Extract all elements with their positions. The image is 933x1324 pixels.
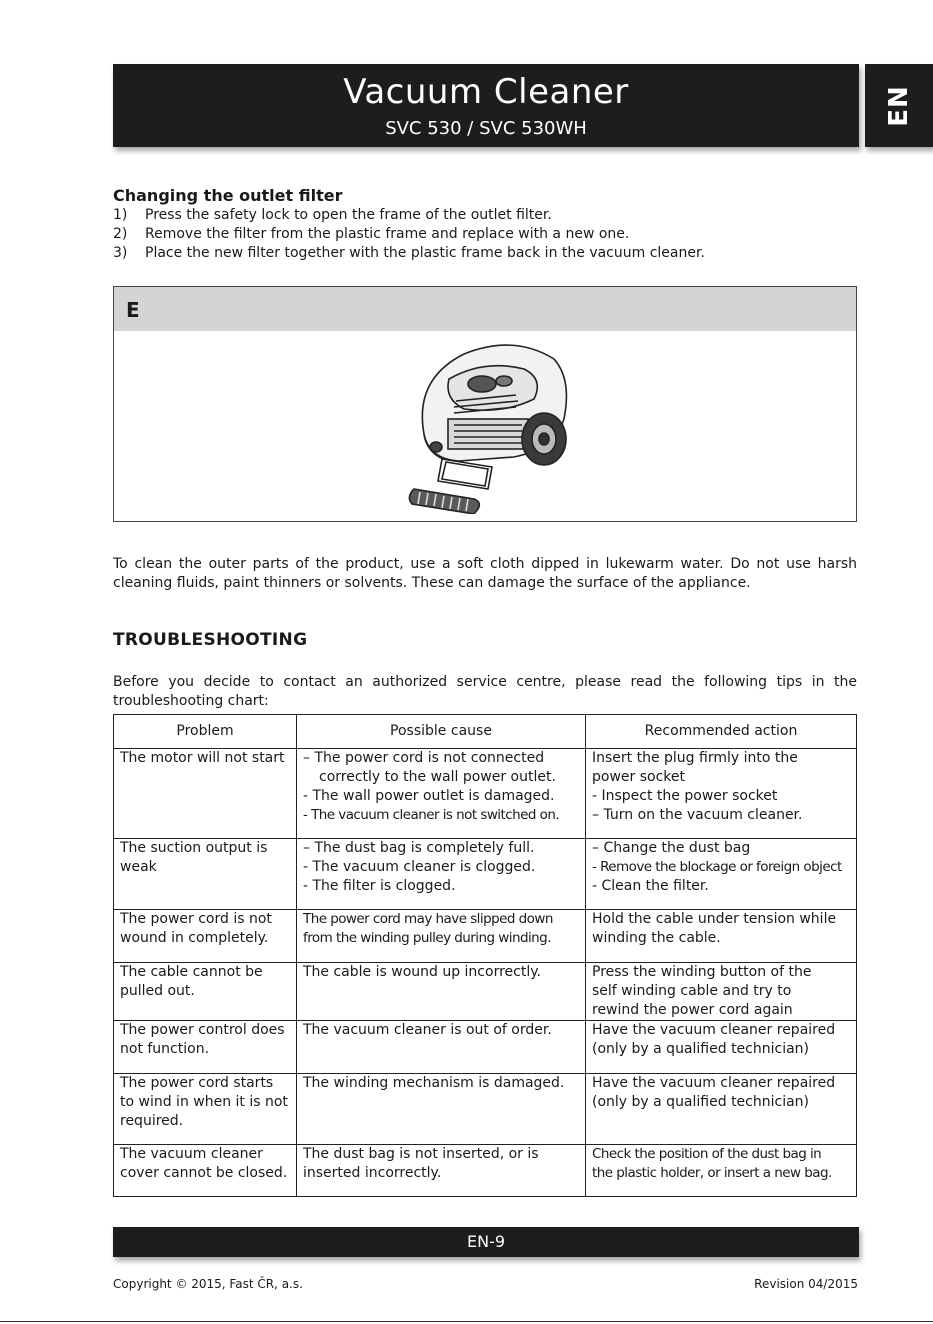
cleaning-paragraph: To clean the outer parts of the product, use a soft cloth dipped in lukewarm water. Do not use harsh cleaning fluids, paint thinners or solvents. These can damage the surface of the appliance. — [113, 556, 857, 591]
problem-cell: The vacuum cleaner cover cannot be closed. — [114, 1145, 297, 1197]
table-header-row — [114, 715, 857, 749]
action-line: self winding cable and try to — [592, 983, 792, 999]
cause-cell — [297, 963, 586, 1021]
problem-cell: The motor will not start — [114, 749, 297, 839]
cause-line: - The filter is clogged. — [303, 878, 456, 894]
action-line: power socket — [592, 769, 685, 785]
table-row — [114, 963, 857, 1021]
cause-cell — [297, 749, 586, 839]
table-row — [114, 1021, 857, 1074]
action-cell — [586, 910, 857, 963]
cause-cell — [297, 1074, 586, 1145]
page-number-bar — [113, 1227, 859, 1257]
action-line: – Turn on the vacuum cleaner. — [592, 807, 803, 823]
cause-line: from the winding pulley during winding. — [303, 930, 551, 946]
cause-cell — [297, 1145, 586, 1197]
table-row — [114, 1074, 857, 1145]
document-title: Vacuum Cleaner — [343, 72, 629, 112]
action-line: the plastic holder, or insert a new bag. — [592, 1165, 832, 1181]
action-line: - Clean the filter. — [592, 878, 709, 894]
step-number: 3) — [113, 245, 128, 261]
problem-cell: The power control does not function. — [114, 1021, 297, 1074]
cause-line: - The vacuum cleaner is not switched on. — [303, 807, 560, 823]
step-item — [113, 244, 859, 263]
problem-cell: The cable cannot be pulled out. — [114, 963, 297, 1021]
step-number: 1) — [113, 207, 128, 223]
action-line: - Inspect the power socket — [592, 788, 778, 804]
cause-line: The winding mechanism is damaged. — [303, 1075, 565, 1091]
revision-text: Revision 04/2015 — [754, 1277, 858, 1291]
copyright-text: Copyright © 2015, Fast ČR, a.s. — [113, 1277, 303, 1291]
figure-label: E — [114, 287, 856, 331]
action-cell — [586, 749, 857, 839]
cause-line: The cable is wound up incorrectly. — [303, 964, 541, 980]
action-line: Check the position of the dust bag in — [592, 1146, 822, 1162]
action-line: Insert the plug firmly into the — [592, 750, 798, 766]
table-row — [114, 749, 857, 839]
action-line: - Remove the blockage or foreign object — [592, 859, 842, 875]
action-line: (only by a qualified technician) — [592, 1041, 809, 1057]
cause-line: – The power cord is not connected — [303, 750, 545, 766]
step-number: 2) — [113, 226, 128, 242]
cause-cell — [297, 839, 586, 910]
figure-e — [113, 286, 857, 522]
language-tab — [865, 64, 933, 147]
column-header-action: Recommended action — [586, 715, 857, 749]
troubleshooting-table — [113, 714, 857, 1197]
action-line: winding the cable. — [592, 930, 721, 946]
cause-line: inserted incorrectly. — [303, 1165, 442, 1181]
step-text: Remove the filter from the plastic frame and replace with a new one. — [145, 226, 630, 242]
page-number: EN-9 — [466, 1232, 506, 1251]
action-line: Have the vacuum cleaner repaired — [592, 1022, 836, 1038]
action-cell — [586, 963, 857, 1021]
action-cell — [586, 1145, 857, 1197]
troubleshooting-heading: TROUBLESHOOTING — [113, 630, 308, 650]
vacuum-outlet-filter-illustration — [404, 339, 574, 514]
cause-line: correctly to the wall power outlet. — [319, 769, 556, 785]
action-line: Hold the cable under tension while — [592, 911, 837, 927]
step-item — [113, 225, 859, 244]
troubleshooting-intro: Before you decide to contact an authorized service centre, please read the following tips in the troubleshooting chart: — [113, 674, 857, 709]
cause-line: – The dust bag is completely full. — [303, 840, 535, 856]
table-row — [114, 910, 857, 963]
cause-line: The vacuum cleaner is out of order. — [303, 1022, 552, 1038]
action-line: – Change the dust bag — [592, 840, 751, 856]
language-code: EN — [884, 84, 914, 127]
step-text: Press the safety lock to open the frame of the outlet filter. — [145, 207, 552, 223]
step-item — [113, 206, 859, 225]
cause-cell — [297, 1021, 586, 1074]
action-cell — [586, 1074, 857, 1145]
action-line: Press the winding button of the — [592, 964, 812, 980]
step-text: Place the new filter together with the plastic frame back in the vacuum cleaner. — [145, 245, 705, 261]
problem-cell: The suction output is weak — [114, 839, 297, 910]
outlet-filter-heading: Changing the outlet filter — [113, 186, 343, 205]
cause-cell — [297, 910, 586, 963]
action-line: rewind the power cord again — [592, 1002, 793, 1018]
problem-cell: The power cord starts to wind in when it is not required. — [114, 1074, 297, 1145]
outlet-filter-steps — [113, 206, 859, 263]
cause-line: - The vacuum cleaner is clogged. — [303, 859, 536, 875]
cause-line: The dust bag is not inserted, or is — [303, 1146, 539, 1162]
table-row — [114, 1145, 857, 1197]
cause-line: The power cord may have slipped down — [303, 911, 553, 927]
model-number: SVC 530 / SVC 530WH — [385, 118, 587, 139]
action-cell — [586, 1021, 857, 1074]
problem-cell: The power cord is not wound in completely. — [114, 910, 297, 963]
table-row — [114, 839, 857, 910]
action-line: (only by a qualified technician) — [592, 1094, 809, 1110]
column-header-cause: Possible cause — [297, 715, 586, 749]
action-line: Have the vacuum cleaner repaired — [592, 1075, 836, 1091]
column-header-problem: Problem — [114, 715, 297, 749]
bottom-rule — [0, 1321, 933, 1322]
document-header — [113, 64, 859, 147]
cause-line: - The wall power outlet is damaged. — [303, 788, 555, 804]
action-cell — [586, 839, 857, 910]
